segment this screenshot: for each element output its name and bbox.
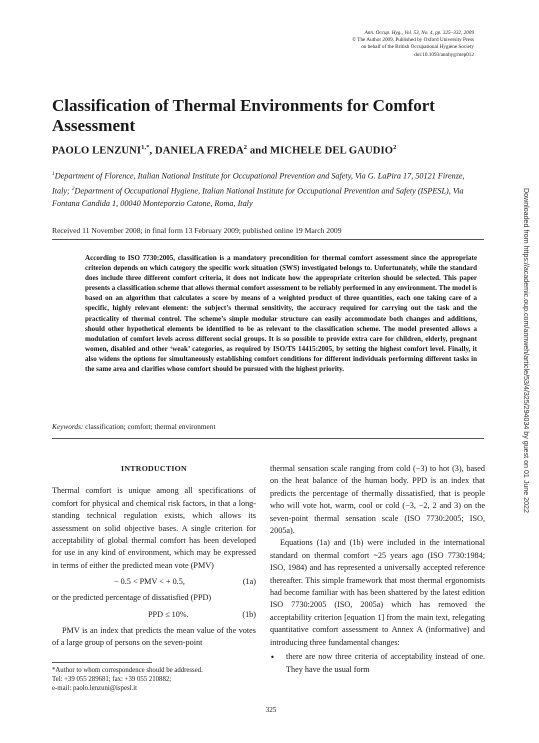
author-2-affil: 2 [243, 144, 248, 151]
footnote-line-3: e-mail: paolo.lenzuni@ispesl.it [52, 685, 137, 693]
author-2: DANIELA FREDA [155, 145, 244, 157]
paper-title: Classification of Thermal Environments for Comfort Assessment [52, 96, 435, 135]
keywords [52, 422, 482, 431]
author-3-affil: 2 [393, 144, 397, 151]
equation-1b [52, 605, 256, 625]
footnote-line-2: Tel: +39 055 289681; fax: +39 055 210882; [52, 676, 172, 684]
copyright-line: © The Author 2009. Published by Oxford University Press [352, 37, 474, 44]
keywords-text: classification; comfort; thermal environment [83, 422, 216, 431]
equation-1b-body: PPD ≤ 10%. [148, 609, 189, 619]
journal-citation: Ann. Occup. Hyg., Vol. 53, No. 4, pp. 325–332, 2009 [364, 30, 474, 36]
equation-1a [52, 572, 256, 592]
bullet-icon: • [270, 652, 275, 663]
author-list [52, 144, 492, 157]
keywords-label: Keywords: [52, 422, 84, 431]
equation-1b-number: (1b) [242, 609, 256, 619]
author-sep-2: and [247, 145, 271, 157]
author-1-affil: 1, [141, 144, 147, 151]
intro-bridge-text: or the predicted percentage of dissatisfied (PPD) [52, 593, 212, 603]
equation-1a-number: (1a) [242, 577, 256, 587]
author-1: PAOLO LENZUNI [52, 145, 142, 157]
abstract-rule [52, 438, 484, 439]
author-sep-1: , [149, 145, 156, 157]
right-paragraph-2: Equations (1a) and (1b) were included in the international standard on thermal comfort ~25 years ago (ISO 7730:1984; ISO, 1984) and has represented a universally accepted reference thereafter. This simple framework that most thermal ergonomists had become familiar with has been shattered by the latest edition ISO 7730:2005 (ISO, 2005a) which has removed the acceptability criterion [equation 1] from the main text, relegating quantitative comfort assessment to Annex A (informative) and introducing three fundamental changes: [270, 538, 485, 647]
author-3: MICHELE DEL GAUDIO [270, 145, 394, 157]
right-paragraph-1: thermal sensation scale ranging from cold (−3) to hot (3), based on the heat balance of the human body. PPD is an index that predicts the percentage of thermally dissatisfied, that is people who will vote hot, warm, cool or cold (−3, −2, 2 and 3) on the seven-point thermal sensation scale (ISO 7730:2005; ISO, 2005a). [270, 464, 485, 536]
affil-1-text: Department of Florence, Italian National Institute for Occupational Prevention and Safety, Via G. LaPira 17, 50121 Firenze, Italy; [52, 171, 465, 196]
affil-1-mark: 1 [52, 171, 55, 177]
bullet-text: there are now three criteria of acceptability instead of one. They have the usual form [286, 652, 485, 674]
affil-2-mark: 2 [71, 185, 75, 192]
footnote-rule [52, 662, 152, 663]
intro-paragraph-1: Thermal comfort is unique among all specifications of comfort for physical and chemical risk factors, in that a long-standing technical regulation exists, which allows its assessment on solid objective bases. A single criterion for acceptability of global thermal comfort has been developed for use in any kind of environment, which may be expressed in terms of either the predicted mean vote (PMV) [52, 486, 256, 570]
side-note-container [522, 188, 539, 568]
page-number: 325 [265, 706, 277, 714]
publication-info [214, 30, 474, 59]
left-column [52, 463, 256, 649]
equation-1a-body: − 0.5 < PMV < + 0.5, [114, 577, 185, 587]
intro-paragraph-2: PMV is an index that predicts the mean value of the votes of a large group of persons on the seven-point [52, 625, 256, 648]
publisher-line: on behalf of the British Occupational Hygiene Society [361, 44, 474, 51]
affiliations [52, 168, 482, 210]
corresponding-mark: * [146, 144, 150, 151]
footnote [52, 666, 256, 694]
doi-line: doi:10.1093/annhyg/mep012 [414, 51, 474, 58]
footnote-line-1: *Author to whom correspondence should be addressed. [52, 667, 203, 674]
right-column [270, 463, 485, 676]
received-dates: Received 11 November 2008; in final form 13 February 2009; published online 19 March 2009 [52, 226, 342, 235]
download-note: Downloaded from https://academic.oup.com/annweh/article/53/4/325/294034 by guest on 01 June 2022 [522, 188, 530, 513]
affil-2-text: Department of Occupational Hygiene, Italian National Institute for Occupational Prevention and Safety (ISPESL), Via Fontana Candida 1, 00040 Monteporzio Catone, Roma, Italy [52, 186, 464, 208]
section-heading: INTRODUCTION [121, 464, 187, 473]
header-rule [52, 239, 484, 240]
abstract: According to ISO 7730:2005, classification is a mandatory precondition for thermal comfort assessment since the appropriate criterion depends on which category the specific work situation (SWS) investigated belongs to. Unfortunately, while the standard does include three different comfort criteria, it does not indicate how the appropriate criterion should be selected. This paper presents a classification scheme that allows thermal comfort assessment to be reliably performed in any environment. The model is based on an algorithm that calculates a score by means of a weighted product of three quantities, each one taking care of a specific, highly relevant element: the subject’s thermal sensitivity, the accuracy required for carrying out the task and the practicality of thermal control. The scheme’s simple modular structure can easily accommodate both changes and additions, should other hypothetical elements be identified to be as relevant to the classification scheme. The model presented allows a modulation of comfort levels across different social groups. It is so possible to provide extra care for children, elderly, pregnant women, disabled and other ‘weak’ categories, as required by ISO/TS 14415:2005, by setting the highest comfort level. Finally, it also widens the options for simultaneously establishing comfort conditions for different individuals performing different tasks in the same area and clarifies whose comfort should be pursued with the highest priority. [85, 254, 477, 374]
list-item [270, 651, 485, 676]
